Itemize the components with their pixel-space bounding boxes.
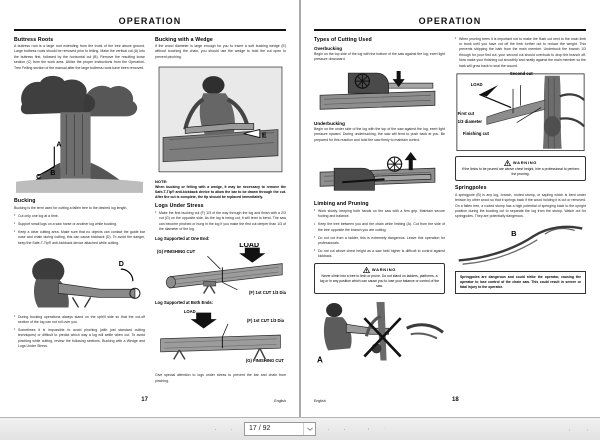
figure-limbing-tree	[314, 298, 445, 369]
figure-overbucking	[314, 65, 445, 117]
figure-log-supported-one-end	[155, 243, 286, 297]
figure-caption-one-end: Log Supported at One End:	[155, 236, 286, 241]
page-footer-right	[314, 397, 586, 403]
warning-box-pruning-height	[455, 156, 586, 182]
heading-limbing-and-pruning: Limbing and Pruning	[314, 201, 445, 207]
page-header-title: OPERATION	[314, 16, 586, 28]
fig-label-finishing-cut: (G) FINISHING CUT	[157, 249, 195, 254]
warning-triangle-icon	[363, 267, 370, 273]
heading-types-of-cutting: Types of Cutting Used	[314, 37, 445, 43]
next-page-button[interactable]	[322, 422, 335, 437]
list-item: • Make the first bucking cut (F) 1/3 of the way through the log and finish with a 2/3 cut (G) on the opposite side. As the log is being cut, it will tend to bend. The saw can become pinched or hung in the log if you make the first cut deeper than 1/3 of the diameter of the log.	[155, 211, 286, 233]
fig-label-first-cut: (F) 1st CUT 1/3 Dia	[249, 290, 286, 295]
list-item: • Cut only one log at a time.	[14, 214, 145, 219]
page-header-left	[14, 16, 286, 31]
paragraph-buttress-roots: A buttress root is a large root extending from the trunk of the tree above ground. Large buttress roots should be removed prior to felling. Make the vertical cut (A) into the buttress first, followed by the horizontal cut (B). Remove the resulting loose section (C) from the work area. Utilize the proper instructions from the Operation-Tree Felling section of the manual after the large buttress roots have been removed.	[14, 44, 145, 71]
svg-text:E: E	[262, 133, 267, 140]
svg-text:C: C	[36, 174, 41, 181]
fig-label-load: LOAD	[239, 243, 259, 249]
column-left-1	[14, 37, 145, 387]
heading-bucking: Bucking	[14, 198, 145, 204]
list-item: • Work slowly, keeping both hands on the saw with a firm grip. Maintain secure footing and balance.	[314, 209, 445, 220]
note-label: NOTE:	[155, 179, 286, 184]
paragraph-overbucking: Begin on the top side of the log with the bottom of the saw against the log; exert light pressure downward.	[314, 52, 445, 63]
note-text: When bucking or felling with a wedge, it may be necessary to remove the Safe-T-Tip® anti-kickback device to allow the bar to be drawn through the cut. After the cut is complete, the tip should be replaced immediately.	[155, 185, 286, 201]
single-page-view-button[interactable]	[362, 422, 375, 437]
page-gutter-divider	[299, 0, 301, 417]
page-number: 17	[141, 397, 148, 403]
viewer-toolbar	[0, 417, 600, 440]
fig-label-second-cut: Second cut	[510, 71, 533, 76]
caption-box-springpoles	[455, 271, 586, 294]
toolbar-view-group	[563, 418, 594, 441]
figure-wedge	[155, 63, 286, 176]
fig-label-finishing-cut: Finishing cut	[463, 131, 489, 136]
page-columns-left	[14, 37, 286, 387]
svg-text:A: A	[317, 355, 323, 364]
page-header-title: OPERATION	[14, 16, 286, 28]
heading-bucking-with-wedge: Bucking with a Wedge	[155, 37, 286, 43]
subheading-overbucking: Overbucking	[314, 46, 445, 51]
page-language: English	[314, 399, 326, 403]
page-columns-right	[314, 37, 586, 372]
page-number-input[interactable]	[244, 422, 316, 436]
toolbar-navigation-group	[0, 418, 600, 441]
warning-text: If the limbs to be pruned are above chest height, hire a professional to perform the pruning.	[460, 167, 581, 177]
page-header-right	[314, 16, 586, 31]
svg-text:B: B	[50, 170, 55, 177]
subheading-underbucking: Underbucking	[314, 121, 445, 126]
paragraph-bucking: Bucking is the term used for cutting a fallen tree to the desired log length.	[14, 206, 145, 211]
list-item: • Support small logs on a saw horse or another log while bucking.	[14, 222, 145, 227]
document-page-left	[0, 0, 300, 417]
fig-label-first-cut-diameter: 1/3 diameter	[458, 119, 482, 124]
list-item: • Do not cut above chest height as a saw held higher is difficult to control against kickback.	[314, 249, 445, 260]
list-item: • Do not cut from a ladder, this is extremely dangerous. Leave this operation for professionals.	[314, 236, 445, 247]
header-rule	[14, 29, 286, 31]
list-item: • Sometimes it is impossible to avoid pinching (with just standard cutting techniques) or difficult to predict which way a log will settle when cut. To avoid pinching while cutting, review the following sections, Bucking with a Wedge and Logs Under Stress.	[14, 328, 145, 350]
figure-buttress-tree	[14, 74, 145, 195]
previous-page-button[interactable]	[225, 422, 238, 437]
heading-buttress-roots: Buttress Roots	[14, 37, 145, 43]
warning-triangle-icon	[504, 160, 511, 166]
column-right-1	[314, 37, 445, 372]
list-item: • When pruning trees it is important not to make the flush cut next to the main limb or trunk until you have cut off the limb further out to reduce the weight. This prevents stripping the bark from the main member. Underbuck the branch 1/3 through for your first cut, your second cut should overbuck to drop the branch off. Now make your finishing cut smoothly and neatly against the main member so the bark will grow back to seal the wound.	[455, 37, 586, 70]
paragraph-bucking-with-wedge: If the wood diameter is large enough for you to insert a soft bucking wedge (E) without touching the chain, you should use the wedge to hold the cut open to prevent pinching.	[155, 44, 286, 60]
page-language: English	[274, 399, 286, 403]
list-item: • Keep the tree between you and the chain while limbing (A). Cut from the side of the tree opposite the branch you are cutting.	[314, 222, 445, 233]
fit-width-button[interactable]	[581, 422, 594, 437]
fig-label-load: LOAD	[184, 309, 196, 314]
svg-text:A: A	[56, 142, 61, 149]
figure-bucking-sawhorse	[14, 249, 145, 311]
facing-page-view-button[interactable]	[378, 422, 391, 437]
fig-label-first-cut: First cut	[458, 111, 475, 116]
page-footer-left	[14, 397, 286, 403]
warning-box-climb	[314, 263, 445, 294]
page-number: 18	[452, 397, 459, 403]
heading-logs-under-stress: Logs Under Stress	[155, 203, 286, 209]
page-number-value: 17 / 92	[245, 423, 303, 435]
list-limbing-tips	[314, 209, 445, 260]
paragraph-springpoles: A springpole (B) is any log, branch, rooted stump, or sapling which is bent under tension by other wood so that it springs back if the wood holding it is cut or removed. On a fallen tree, a rooted stump has a high potential of springing back to the upright position during the bucking cut to separate the log from the stump. Watch out for springpoles. They are potentially dangerous.	[455, 193, 586, 220]
paragraph-logs-closing: Give special attention to logs under stress to prevent the bar and chain from pinching.	[155, 373, 286, 384]
warning-text: Never climb into a tree to limb or prune. Do not stand on ladders, platforms, a log or in any position which can cause you to lose your balance or control of the saw.	[319, 274, 440, 289]
last-page-button[interactable]	[338, 422, 351, 437]
column-left-2	[155, 37, 286, 387]
figure-log-supported-both-ends	[155, 307, 286, 361]
list-bucking-tips-2	[14, 315, 145, 350]
warning-label: WARNING	[513, 160, 537, 165]
figure-caption-both-ends: Log Supported at Both Ends:	[155, 300, 286, 305]
fig-label-first-cut: (F) 1st CUT 1/3 Dia	[247, 318, 284, 323]
figure-pruning-cuts	[455, 72, 586, 152]
fig-label-load: LOAD	[471, 82, 483, 87]
heading-springpoles: Springpoles	[455, 185, 586, 191]
header-rule	[314, 29, 586, 31]
svg-text:D: D	[119, 261, 124, 268]
chevron-down-icon[interactable]	[303, 423, 315, 435]
first-page-button[interactable]	[209, 422, 222, 437]
svg-text:B: B	[511, 229, 517, 238]
list-logs-under-stress	[155, 211, 286, 233]
list-item: • During bucking operations always stand on the uphill side so that the cut-off section of the log can not roll over you.	[14, 315, 145, 326]
document-page-right	[300, 0, 600, 417]
paragraph-underbucking: Begin on the under side of the log with the top of the saw against the log, exert light pressure upward. During underbucking, the saw will tend to push back at you. Be prepared for this reaction and hold the saw firmly to maintain control.	[314, 127, 445, 143]
fit-page-button[interactable]	[563, 422, 576, 437]
list-pruning-tips	[455, 37, 586, 70]
list-bucking-tips	[14, 214, 145, 246]
fig-label-finishing-cut: (G) FINISHING CUT	[246, 358, 284, 363]
warning-label: WARNING	[372, 267, 396, 272]
figure-underbucking	[314, 146, 445, 198]
list-item: • Keep a clear cutting area. Make sure that no objects can contact the guide bar nose and chain during cutting, this can cause kickback (D). To avoid the danger, keep the Safe-T-Tip® anti-kickback device attached while cutting.	[14, 230, 145, 246]
column-right-2	[455, 37, 586, 372]
caption-text: Springpoles are dangerous and could strike the operator, causing the operator to lose control of the chain saw. This could result in severe or fatal injury to the operator.	[460, 275, 581, 290]
figure-springpole	[455, 223, 586, 268]
